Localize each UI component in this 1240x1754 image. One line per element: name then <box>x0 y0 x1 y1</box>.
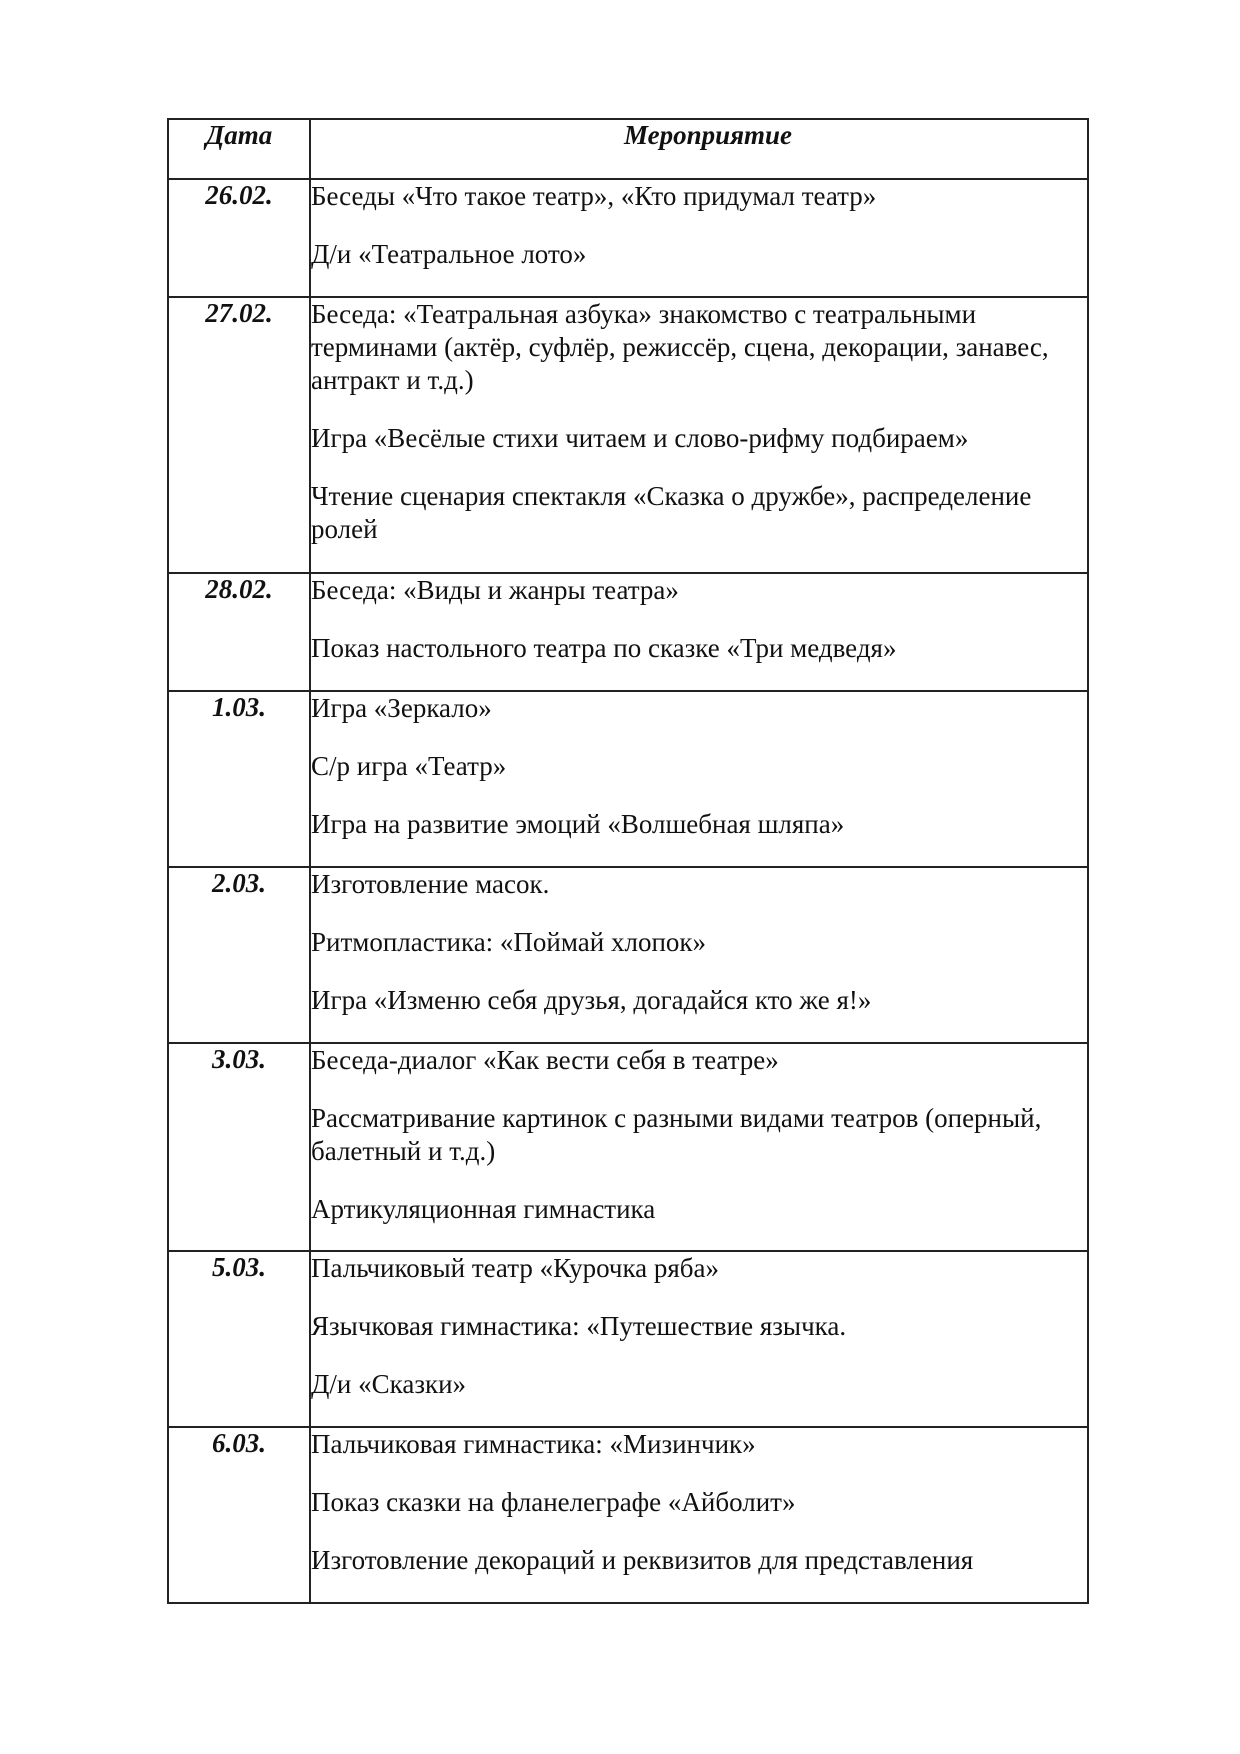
header-event: Мероприятие <box>310 119 1088 179</box>
table-row <box>168 573 1088 691</box>
row-date: 1.03. <box>168 691 310 867</box>
event-item: Показ сказки на фланелеграфе «Айболит» <box>311 1487 796 1517</box>
schedule-table <box>167 118 1089 1604</box>
table-row <box>168 179 1088 297</box>
event-item: Д/и «Сказки» <box>311 1369 467 1399</box>
row-date: 5.03. <box>168 1251 310 1427</box>
event-item: Показ настольного театра по сказке «Три медведя» <box>311 633 897 663</box>
event-item: Беседа-диалог «Как вести себя в театре» <box>311 1045 779 1075</box>
table-row <box>168 1427 1088 1603</box>
table-header-row <box>168 119 1088 179</box>
table-row <box>168 691 1088 867</box>
table-row <box>168 1251 1088 1427</box>
table-row <box>168 297 1088 573</box>
row-events <box>310 1251 1088 1427</box>
schedule-body <box>168 179 1088 1603</box>
event-item: Изготовление масок. <box>311 869 550 899</box>
row-events <box>310 179 1088 297</box>
header-date: Дата <box>168 119 310 179</box>
event-item: Беседа: «Виды и жанры театра» <box>311 575 679 605</box>
event-item: Д/и «Театральное лото» <box>311 239 587 269</box>
event-item: Игра «Зеркало» <box>311 693 492 723</box>
row-date: 26.02. <box>168 179 310 297</box>
event-item: Чтение сценария спектакля «Сказка о дружбе», распределение ролей <box>311 481 1032 544</box>
row-date: 3.03. <box>168 1043 310 1251</box>
event-item: Игра «Весёлые стихи читаем и слово-рифму подбираем» <box>311 423 969 453</box>
event-item: Ритмопластика: «Поймай хлопок» <box>311 927 707 957</box>
row-events <box>310 573 1088 691</box>
event-item: Беседа: «Театральная азбука» знакомство с театральными терминами (актёр, суфлёр, режиссёр, сцена, декорации, занавес, антракт и т.д.) <box>311 299 1049 395</box>
event-item: Беседы «Что такое театр», «Кто придумал театр» <box>311 181 877 211</box>
event-item: Пальчиковый театр «Курочка ряба» <box>311 1253 720 1283</box>
row-date: 2.03. <box>168 867 310 1043</box>
row-events <box>310 1043 1088 1251</box>
table-row <box>168 867 1088 1043</box>
row-events <box>310 691 1088 867</box>
event-item: Изготовление декораций и реквизитов для представления <box>311 1545 974 1575</box>
event-item: Игра на развитие эмоций «Волшебная шляпа» <box>311 809 845 839</box>
event-item: Язычковая гимнастика: «Путешествие язычка. <box>311 1311 847 1341</box>
row-events <box>310 1427 1088 1603</box>
row-date: 28.02. <box>168 573 310 691</box>
row-date: 27.02. <box>168 297 310 573</box>
table-row <box>168 1043 1088 1251</box>
event-item: Игра «Изменю себя друзья, догадайся кто же я!» <box>311 985 872 1015</box>
event-item: Артикуляционная гимнастика <box>311 1194 656 1224</box>
event-item: Пальчиковая гимнастика: «Мизинчик» <box>311 1429 756 1459</box>
row-events <box>310 297 1088 573</box>
row-date: 6.03. <box>168 1427 310 1603</box>
event-item: С/р игра «Театр» <box>311 751 507 781</box>
event-item: Рассматривание картинок с разными видами театров (оперный, балетный и т.д.) <box>311 1103 1042 1166</box>
row-events <box>310 867 1088 1043</box>
